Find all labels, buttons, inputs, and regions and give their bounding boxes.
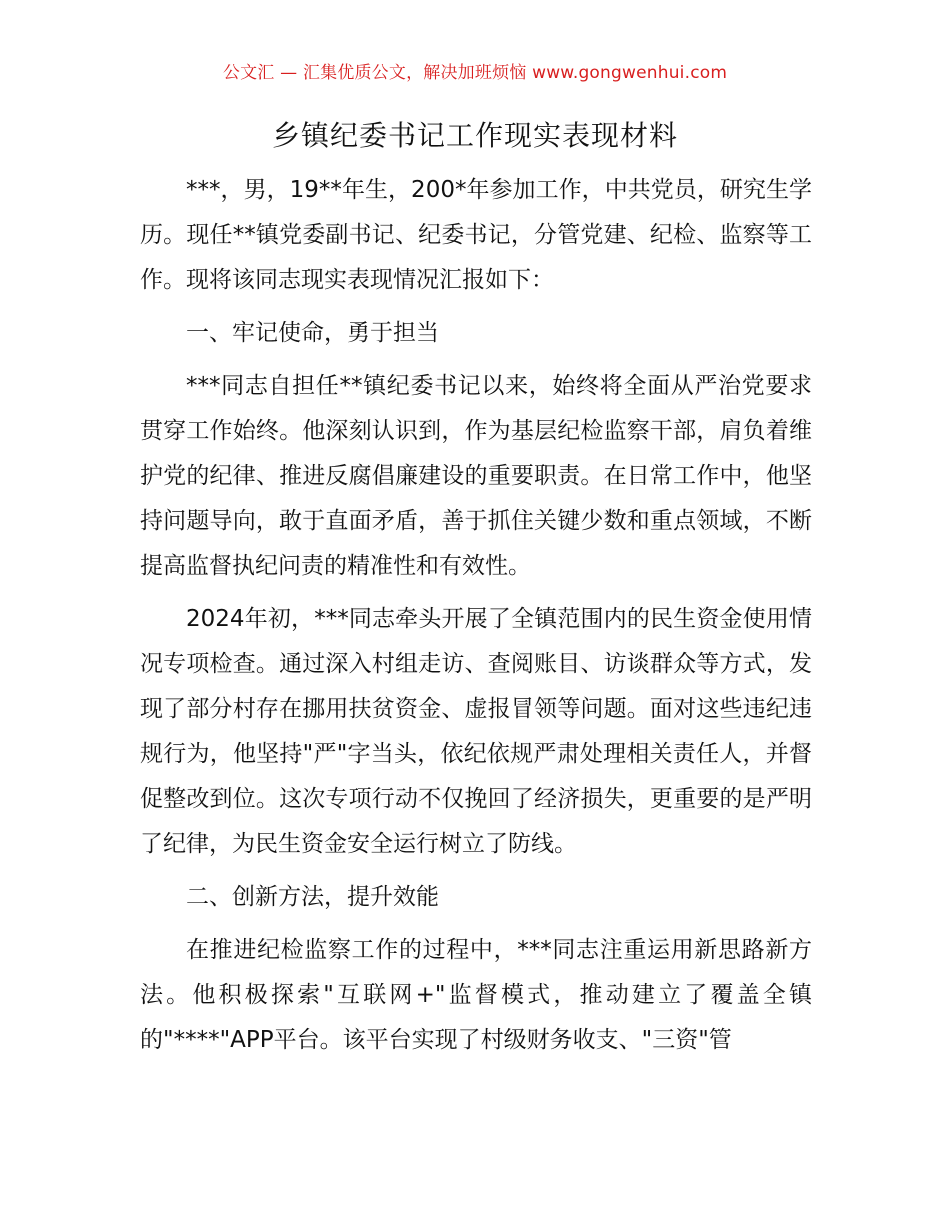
intro-paragraph: ***，男，19**年生，200*年参加工作，中共党员，研究生学历。现任**镇党委副书记、纪委书记，分管党建、纪检、监察等工作。现将该同志现实表现情况汇报如下：: [140, 177, 812, 293]
document-body: [140, 168, 812, 1063]
section-heading-1: 一、牢记使命，勇于担当: [186, 320, 439, 346]
section1-paragraph-2: 2024年初，***同志牵头开展了全镇范围内的民生资金使用情况专项检查。通过深入村组走访、查阅账目、访谈群众等方式，发现了部分村存在挪用扶贫资金、虚报冒领等问题。面对这些违纪违规行为，他坚持"严"字当头，依纪依规严肃处理相关责任人，并督促整改到位。这次专项行动不仅挽回了经济损失，更重要的是严明了纪律，为民生资金安全运行树立了防线。: [140, 606, 812, 857]
section1-paragraph-1: ***同志自担任**镇纪委书记以来，始终将全面从严治党要求贯穿工作始终。他深刻认识到，作为基层纪检监察干部，肩负着维护党的纪律、推进反腐倡廉建设的重要职责。在日常工作中，他坚持问题导向，敢于直面矛盾，善于抓住关键少数和重点领域，不断提高监督执纪问责的精准性和有效性。: [140, 373, 812, 579]
section2-paragraph-1: 在推进纪检监察工作的过程中，***同志注重运用新思路新方法。他积极探索"互联网+"监督模式，推动建立了覆盖全镇的"****"APP平台。该平台实现了村级财务收支、"三资"管: [140, 937, 812, 1053]
header-banner: 公文汇 — 汇集优质公文，解决加班烦恼 www.gongwenhui.com: [222, 63, 728, 83]
document-title: 乡镇纪委书记工作现实表现材料: [271, 119, 678, 152]
section-heading-2: 二、创新方法，提升效能: [186, 884, 439, 910]
